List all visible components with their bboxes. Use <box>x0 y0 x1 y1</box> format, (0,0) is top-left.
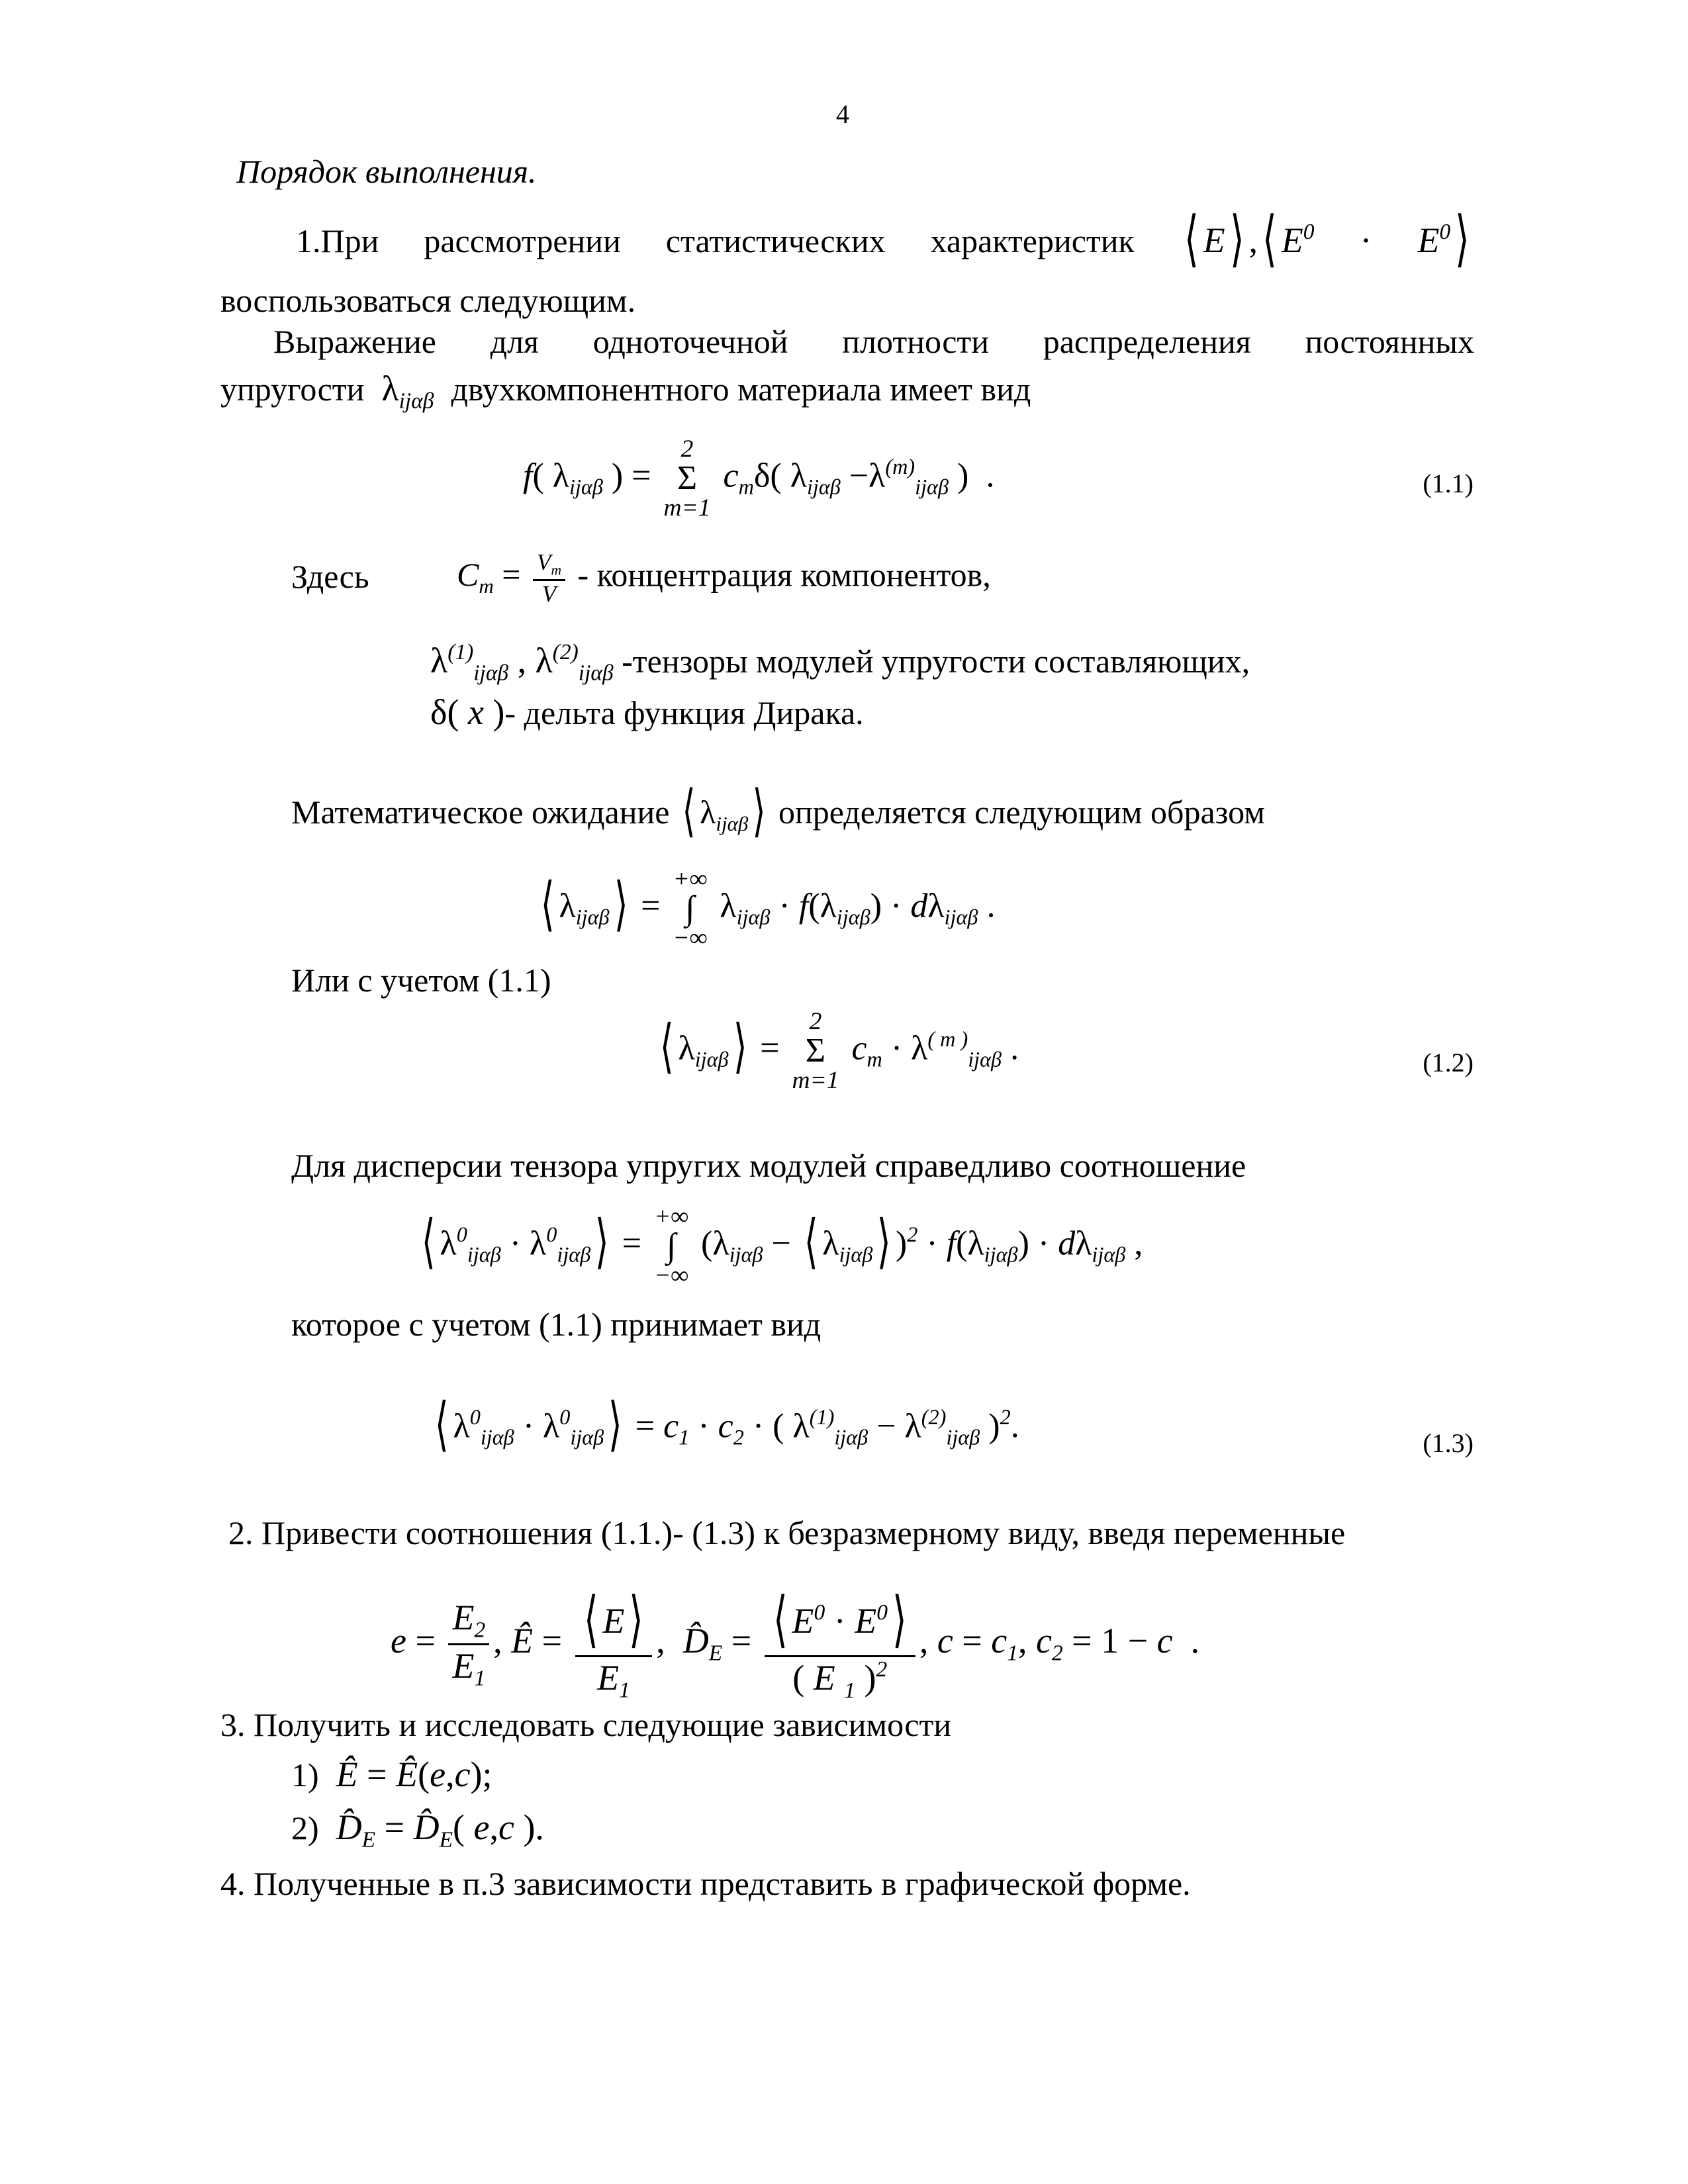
density-suffix: двухкомпонентного материала имеет вид <box>451 371 1031 408</box>
expectation-intro <box>291 780 1265 844</box>
with-account-text: Или с учетом (1.1) <box>291 962 551 999</box>
item2-number: 2) <box>291 1809 319 1846</box>
delta-definition <box>430 692 864 733</box>
lambda-text: -тензоры модулей упругости составляющих, <box>622 643 1250 680</box>
delta-symbol: δ( x ) <box>430 692 505 732</box>
cm-formula: $C_m$ = $\frac{V_m}{V}$ <box>457 556 578 593</box>
step3-item2 <box>291 1807 544 1861</box>
delta-text: - дельта функция Дирака. <box>504 694 864 731</box>
equation-1-3: ⟨ $\lambda^0_{ij\alpha\beta}$ · $\lambda^0_{ij\alpha\beta}⟩ = c_1 \cdot c_2$ · ( $\lambda^{(1)}_{ij\alpha\beta} - \lambda^{(2)}_{ij\alpha\beta}$ )$^2$. <box>434 1392 1019 1457</box>
here-label: Здесь <box>291 558 369 595</box>
lambda-symbol: $\lambda_{ij\alpha\beta}$ <box>372 369 434 414</box>
density-line2 <box>220 368 1031 422</box>
page-number: 4 <box>836 99 849 129</box>
lambda-definition <box>430 632 1250 694</box>
cm-text: - концентрация компонентов, <box>577 556 991 594</box>
step3-item1 <box>291 1754 492 1796</box>
item2-formula: $D̂_E$ = $D̂_E$( e,c ). <box>336 1807 544 1852</box>
step1-line2: воспользоваться следующим. <box>220 282 636 319</box>
dispersion-intro: Для дисперсии тензора упругих модулей справедливо соотношение <box>291 1147 1246 1184</box>
step1-line1 <box>296 205 1474 273</box>
item1-number: 1) <box>291 1756 319 1794</box>
equation-1-1: f( $\lambda_{ij\alpha\beta}$ ) = 2 Σ m=1 $c_m\delta$( $\lambda_{ij\alpha\beta} -\lambda^{(m)}_{ij\alpha\beta}$ ) . <box>523 435 995 522</box>
item1-formula: Ê = Ê(e,c); <box>336 1754 492 1794</box>
density-prefix: упругости <box>220 371 365 408</box>
equation-1-2: ⟨ $\lambda_{ij\alpha\beta}⟩$ = 2 Σ m=1 $c_m \cdot \lambda^{( m )}_{ij\alpha\beta}$ . <box>659 1008 1019 1095</box>
lambda-components: $\lambda^{(1)}_{ij\alpha\beta}$ , $\lambda^{(2)}_{ij\alpha\beta}$ <box>430 640 614 686</box>
density-line1: Выражение для одноточечной плотности распределения постоянных <box>273 323 1474 360</box>
step2-text: 2. Привести соотношения (1.1.)- (1.3) к безразмерному виду, введя переменные <box>228 1514 1346 1551</box>
step1-text: 1.При рассмотрении статистических характеристик <box>296 222 1135 260</box>
eq-number-1-1: (1.1) <box>1423 469 1474 498</box>
cm-definition <box>457 549 991 608</box>
stats-formula: ⟨ E⟩ ,⟨ $E^0$ · $E^0⟩$ <box>1184 205 1470 273</box>
section-heading: Порядок выполнения. <box>236 153 537 190</box>
dispersion-after: которое с учетом (1.1) принимает вид <box>291 1306 821 1343</box>
eq-number-1-2: (1.2) <box>1423 1048 1474 1077</box>
expectation-integral: ⟨ $\lambda_{ij\alpha\beta}⟩$ = +∞ ∫ −∞ $\lambda_{ij\alpha\beta} \cdot f(\lambda_{ij\alpha\beta}) \cdot d\lambda_{ij\alpha\beta}$ . <box>540 866 996 952</box>
eq-number-1-3: (1.3) <box>1423 1428 1474 1458</box>
expectation-prefix: Математическое ожидание <box>291 793 670 831</box>
step3-title: 3. Получить и исследовать следующие зависимости <box>220 1706 952 1743</box>
expectation-suffix: определяется следующим образом <box>778 793 1265 831</box>
dispersion-integral: ⟨ $\lambda^0_{ij\alpha\beta}$ · $\lambda^0_{ij\alpha\beta}⟩$ = +∞ ∫ −∞ ($\lambda_{ij\alpha\beta}$ − ⟨ $\lambda_{ij\alpha\beta}⟩$ )$^2 \cdot f(\lambda_{ij\alpha\beta}) \cdot d\lambda_{ij\alpha\beta}$ , <box>421 1203 1143 1290</box>
step4-text: 4. Полученные в п.3 зависимости представить в графической форме. <box>220 1865 1191 1902</box>
dimensionless-variables: e = $\frac{E_2}{E_1}$ , Ê = $\frac{⟨ E⟩}{E_1}$ , $D̂_E$ = $\frac{⟨ E^0 \cdot E^0⟩}{( E _1 )^2}$ , $c = c_1$, $c_2 = 1 - c$ . <box>391 1586 1200 1703</box>
expectation-symbol: ⟨ $\lambda_{ij\alpha\beta}⟩$ <box>682 780 766 842</box>
